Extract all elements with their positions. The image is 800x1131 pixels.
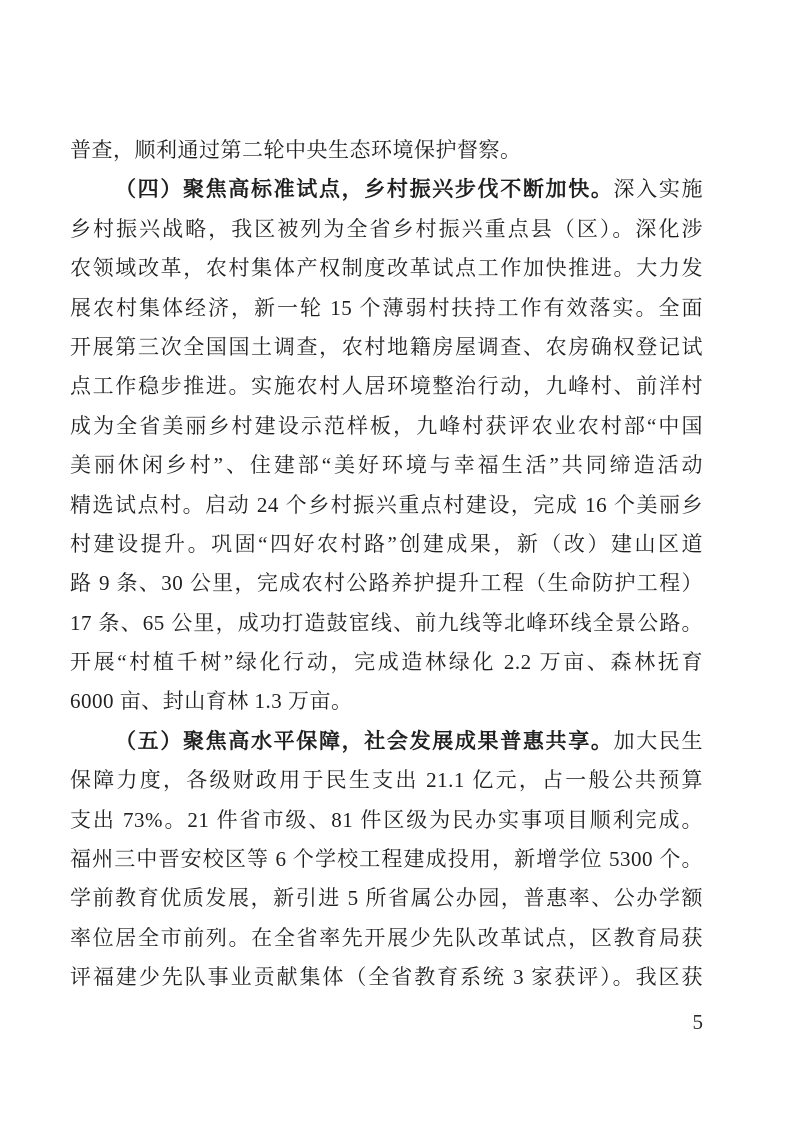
text-line: [70, 840, 703, 879]
text-line: [70, 879, 703, 918]
text-segment: 精选试点村。启动 24 个乡村振兴重点村建设，完成 16 个美丽乡: [70, 492, 703, 517]
text-segment: 路 9 条、30 公里，完成农村公路养护提升工程（生命防护工程）: [70, 571, 703, 596]
text-line: [70, 486, 703, 525]
text-line: [70, 407, 703, 446]
text-segment: 深入实施: [613, 177, 703, 202]
text-line: [70, 958, 703, 997]
page-number: 5: [692, 1010, 703, 1034]
text-line: [70, 525, 703, 564]
text-segment: 成为全省美丽乡村建设示范样板，九峰村获评农业农村部“中国: [70, 413, 703, 438]
text-line: [70, 682, 703, 721]
text-line: [70, 289, 703, 328]
text-segment: 17 条、65 公里，成功打造鼓宦线、前九线等北峰环线全景公路。: [70, 610, 703, 635]
text-segment: 率位居全市前列。在全省率先开展少先队改革试点，区教育局获: [70, 925, 703, 950]
text-segment: 评福建少先队事业贡献集体（全省教育系统 3 家获评）。我区获: [70, 965, 703, 990]
text-line: [70, 722, 703, 761]
text-line: [70, 249, 703, 288]
text-segment: 开展“村植千树”绿化行动，完成造林绿化 2.2 万亩、森林抚育: [70, 650, 703, 675]
heading-text-segment: （四）聚焦高标准试点，乡村振兴步伐不断加快。: [115, 177, 614, 202]
text-line: [70, 564, 703, 603]
text-segment: 展农村集体经济，新一轮 15 个薄弱村扶持工作有效落实。全面: [70, 295, 703, 320]
text-line: [70, 170, 703, 209]
text-segment: 加大民生: [613, 728, 703, 753]
text-segment: 开展第三次全国国土调查，农村地籍房屋调查、农房确权登记试: [70, 334, 703, 359]
heading-text-segment: （五）聚焦高水平保障，社会发展成果普惠共享。: [115, 728, 614, 753]
text-line: [70, 643, 703, 682]
document-text-block: [70, 131, 703, 998]
text-segment: 6000 亩、封山育林 1.3 万亩。: [70, 689, 353, 714]
text-segment: 农领域改革，农村集体产权制度改革试点工作加快推进。大力发: [70, 256, 703, 281]
text-segment: 乡村振兴战略，我区被列为全省乡村振兴重点县（区）。深化涉: [70, 216, 703, 241]
text-segment: 村建设提升。巩固“四好农村路”创建成果，新（改）建山区道: [70, 531, 703, 556]
text-segment: 保障力度，各级财政用于民生支出 21.1 亿元，占一般公共预算: [70, 768, 703, 793]
text-line: [70, 328, 703, 367]
text-line: [70, 919, 703, 958]
text-line: [70, 367, 703, 406]
text-line: [70, 761, 703, 800]
text-segment: 学前教育优质发展，新引进 5 所省属公办园，普惠率、公办学额: [70, 886, 703, 911]
text-line: [70, 446, 703, 485]
text-segment: 点工作稳步推进。实施农村人居环境整治行动，九峰村、前洋村: [70, 374, 703, 399]
text-segment: 福州三中晋安校区等 6 个学校工程建成投用，新增学位 5300 个。: [70, 847, 703, 872]
text-segment: 支出 73%。21 件省市级、81 件区级为民办实事项目顺利完成。: [70, 807, 703, 832]
text-line: [70, 210, 703, 249]
text-line: [70, 801, 703, 840]
text-segment: 美丽休闲乡村”、住建部“美好环境与幸福生活”共同缔造活动: [70, 453, 703, 478]
text-line: [70, 131, 703, 170]
text-segment: 普查，顺利通过第二轮中央生态环境保护督察。: [70, 138, 522, 162]
text-line: [70, 604, 703, 643]
